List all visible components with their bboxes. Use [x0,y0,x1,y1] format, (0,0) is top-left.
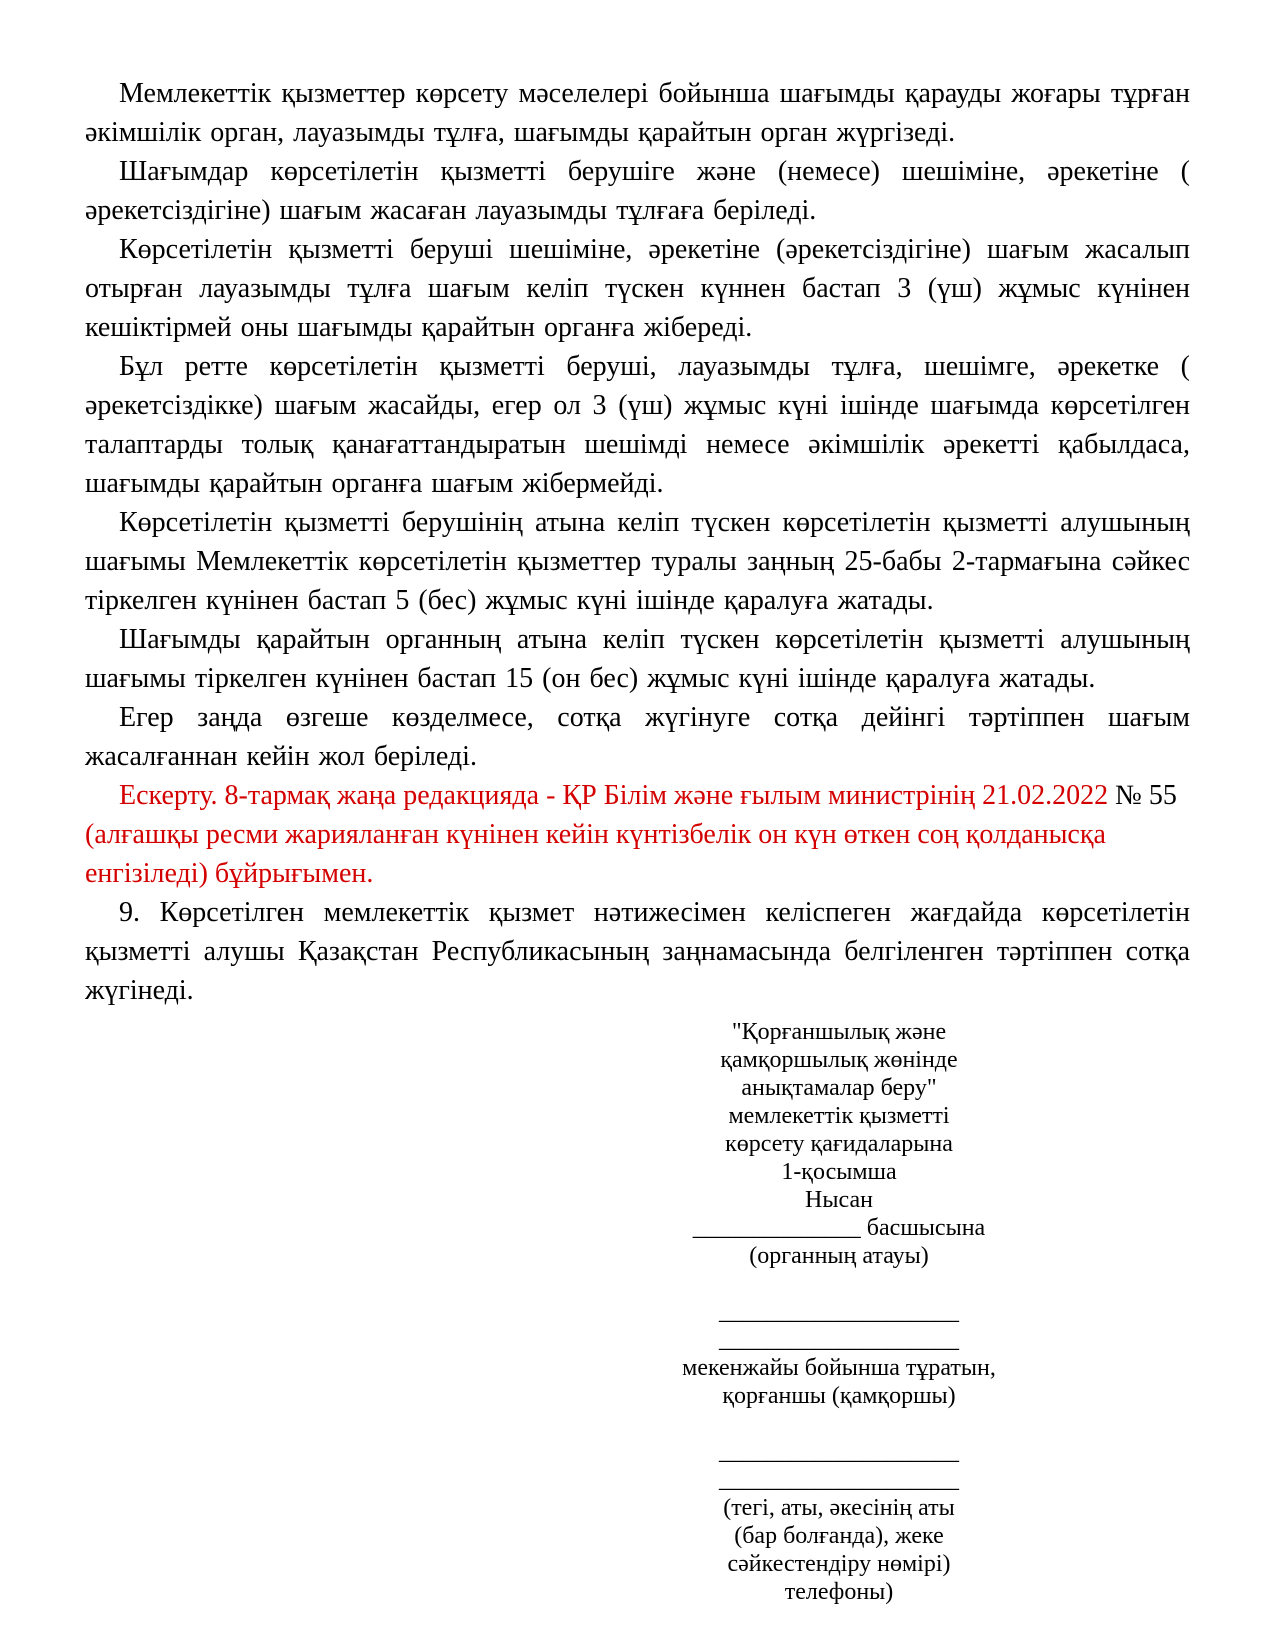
annex-title-line-4: мемлекеттік қызметті [728,1103,950,1129]
body-paragraph-3-day-forwarding: Көрсетілетін қызметті беруші шешіміне, әрекетіне (әрекетсіздігіне) шағым жасалып отырған лауазымды тұлға шағым келіп түскен күннен бастап 3 (үш) жұмыс күнінен кешіктірмей оны шағымды қарайтын органға жібереді. [85,234,1190,343]
body-paragraph-9-court: 9. Көрсетілген мемлекеттік қызмет нәтижесімен келіспеген жағдайда көрсетілетін қызметті алушы Қазақстан Республикасының заңнамасында белгіленген тәртіппен сотқа жүгінеді. [85,897,1190,1006]
form-underscore-line: ____________________ [719,1439,959,1465]
annex-title-line-2: қамқоршылық жөнінде [720,1047,958,1073]
form-name-caption-line-1: (тегі, аты, әкесінің аты [723,1495,955,1521]
annex-title-line-5: көрсету қағидаларына [725,1131,953,1157]
form-blank-spacer [669,1410,1009,1438]
body-paragraph-no-forwarding-case: Бұл ретте көрсетілетін қызметті беруші, лауазымды тұлға, шешімге, әрекетке ( әрекетсіздікке) шағым жасайды, егер ол 3 (үш) жұмыс күні ішінде шағымда көрсетілген талаптарды толық қанағаттандыратын шешімді немесе әкімшілік әрекетті қабылдаса, шағымды қарайтын органға шағым жібермейді. [85,351,1190,499]
form-name-caption-line-2: (бар болғанда), жеке [734,1523,944,1549]
note-order-number: № 55 [1115,780,1177,811]
body-paragraph-court-appeal-order: Егер заңда өзгеше көзделмесе, сотқа жүгінуге сотқа дейінгі тәртіппен шағым жасалғаннан кейін жол беріледі. [85,702,1190,772]
form-underscore-line: ____________________ [719,1327,959,1353]
body-paragraph-15-day-review: Шағымды қарайтын органның атына келіп түскен көрсетілетін қызметті алушының шағымы тіркелген күнінен бастап 15 (он бес) жұмыс күні ішінде қаралуға жатады. [85,624,1190,694]
body-paragraph-complaint-submission: Шағымдар көрсетілетін қызметті берушіге және (немесе) шешіміне, әрекетіне ( әрекетсіздігіне) шағым жасаған лауазымды тұлғаға беріледі. [85,156,1190,226]
annex-number-label: 1-қосымша [781,1159,897,1185]
form-address-caption-line-2: қорғаншы (қамқоршы) [722,1383,956,1409]
body-paragraph-complaint-review: Мемлекеттік қызметтер көрсету мәселелері бойынша шағымды қарауды жоғары тұрған әкімшілік орган, лауазымды тұлға, шағымды қарайтын орган жүргізеді. [85,78,1190,148]
body-paragraph-5-day-review: Көрсетілетін қызметті берушінің атына келіп түскен көрсетілетін қызметті алушының шағымы Мемлекеттік көрсетілетін қызметтер туралы заңның 25-бабы 2-тармағына сәйкес тіркелген күнінен бастап 5 (бес) жұмыс күні ішінде қаралуға жатады. [85,507,1190,616]
annex-form-label: Нысан [805,1187,873,1213]
form-underscore-line: ____________________ [719,1467,959,1493]
form-address-caption-line-1: мекенжайы бойынша тұратын, [682,1355,996,1381]
note-red-text-after: (алғашқы ресми жарияланған күнінен кейін күнтізбелік он күн өткен соң қолданысқа енгізіледі) бұйрығымен. [85,819,1106,889]
form-name-caption-line-3: сәйкестендіру нөмірі) [727,1551,951,1577]
annex-title-line-3: анықтамалар беру" [741,1075,937,1101]
amendment-note [85,776,1190,893]
form-underscore-line: ____________________ [719,1299,959,1325]
form-phone-caption: телефоны) [784,1579,894,1605]
annex-form-block [669,1018,1009,1606]
annex-title-line-1: "Қорғаншылық және [731,1019,947,1045]
form-addressee-line: ______________ басшысына [692,1215,986,1241]
form-organ-name-caption: (органның атауы) [749,1243,929,1269]
note-red-text-before: Ескерту. 8-тармақ жаңа редакцияда - ҚР Білім және ғылым министрінің 21.02.2022 [119,780,1109,811]
form-blank-spacer [669,1270,1009,1298]
